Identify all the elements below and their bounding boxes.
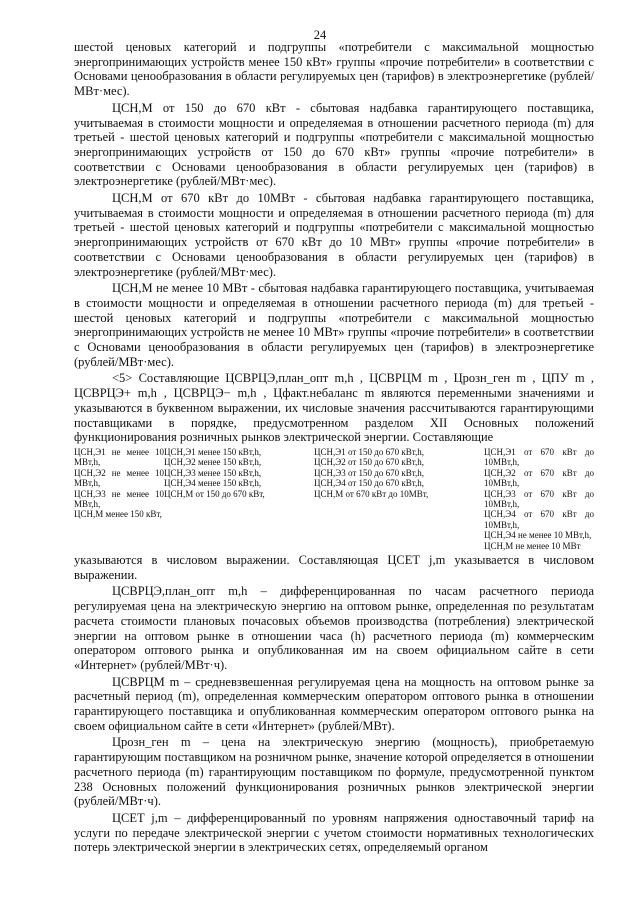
paragraph-svrtse-price: ЦСВРЦЭ,план_опт m,h – дифференцированная по часам расчетного периода регулируемая цена на электрическую энергию на оптовом рынке, определенная по результатам расчета стоимости плановых почасовых объемов производства (потребления) электрической энергии на оптовом рынке в отношении часа (h) расчетного периода (m) коммерческим оператором оптового рынка и опубликованная им на своем официальном сайте в сети «Интернет» (рублей/МВт·ч). [74,584,594,672]
document-body [74,40,594,857]
paragraph-note-5: <5> Составляющие ЦСВРЦЭ,план_опт m,h , ЦСВРЦМ m , Црозн_ген m , ЦПУ m , ЦСВРЦЭ+ m,h , ЦСВРЦЭ− m,h , Цфакт.небаланс m являются переменными значениями и указываются в буквенном выражении, их числовые значения рассчитываются гарантирующими поставщиками в порядке, предусмотренном разделом XII Основных положений функционирования розничных рынков электрической энергии. Составляющие [74,371,594,445]
component-item: ЦСН,М от 670 кВт до 10МВт, [314,488,429,499]
component-item: ЦСН,Э1 от 670 кВт до 10МВт,h, [484,446,594,468]
component-item: ЦСН,Э4 менее 150 кВт,h, [164,478,262,489]
paragraph-markup-10mw: ЦСН,М не менее 10 МВт - сбытовая надбавка гарантирующего поставщика, учитываемая в стоимости мощности и определяемая в отношении расчетного периода (m) для третьей - шестой ценовых категорий и подгруппы «потребители с максимальной мощностью энергопринимающих устройств не менее 10 МВт» группы «прочие потребители» в соответствии с Основами ценообразования в области регулируемых цен (тарифов) в электроэнергетике (рублей/МВт·мес). [74,281,594,369]
component-item: ЦСН,Э2 менее 150 кВт,h, [164,457,262,468]
components-column-3 [314,447,484,551]
component-item: ЦСН,Э1 от 150 до 670 кВт,h, [314,446,424,457]
paragraph-markup-670-10mw: ЦСН,М от 670 кВт до 10МВт - сбытовая надбавка гарантирующего поставщика, учитываемая в стоимости мощности и определяемая в отношении расчетного периода (m) для третьей - шестой ценовых категорий и подгруппы «потребители с максимальной мощностью энергопринимающих устройств от 670 кВт до 10 МВт» группы «прочие потребители» в соответствии с Основами ценообразования в области регулируемых цен (тарифов) в электроэнергетике (рублей/МВт·мес). [74,191,594,279]
component-item: ЦСН,Э1 не менее 10 МВт,h, [74,446,164,468]
component-item: ЦСН,М от 150 до 670 кВт, [164,488,265,499]
components-column-1 [74,447,164,551]
component-item: ЦСН,Э4 от 670 кВт до 10МВт,h, [484,509,594,530]
component-item: ЦСН,Э1 менее 150 кВт,h, [164,446,262,457]
paragraph-network-tariff: ЦСЕТ j,m – дифференцированный по уровням напряжения одноставочный тариф на услуги по передаче электрической энергии с учетом стоимости нормативных технологических потерь электрической энергии в электрических сетях, определяемый органом [74,811,594,855]
paragraph-markup-150-670: ЦСН,М от 150 до 670 кВт - сбытовая надбавка гарантирующего поставщика, учитываемая в стоимости мощности и определяемая в отношении расчетного периода (m) для третьей - шестой ценовых категорий и подгруппы «потребители с максимальной мощностью энергопринимающих устройств от 150 до 670 кВт» группы «прочие потребители» в соответствии с Основами ценообразования в области регулируемых цен (тарифов) в электроэнергетике (рублей/МВт·мес). [74,100,594,189]
component-item: ЦСН,Э3 менее 150 кВт,h, [164,467,262,478]
component-item: ЦСН,Э2 не менее 10 МВт,h, [74,467,164,489]
component-item: ЦСН,Э4 не менее 10 МВт,h, [484,530,592,541]
intro-paragraph: шестой ценовых категорий и подгруппы «потребители с максимальной мощностью энергопринимающих устройств менее 150 кВт» группы «прочие потребители» в соответствии с Основами ценообразования в области регулируемых цен (тарифов) в электроэнергетике (рублей/МВт·мес). [74,40,594,99]
page-number: 24 [313,28,327,42]
paragraph-retail-gen-price: Црозн_ген m – цена на электрическую энергию (мощность), приобретаемую гарантирующим поставщиком на розничном рынке, значение которой определяется в отношении расчетного периода (m) гарантирующим поставщиком по формуле, предусмотренной пунктом 238 Основных положений функционирования розничных рынков электрической энергии (рублей/МВт·ч). [74,735,594,809]
components-column-4 [484,447,594,551]
component-item: ЦСН,Э4 от 150 до 670 кВт,h, [314,478,424,489]
component-item: ЦСН,М не менее 10 МВт [484,540,581,551]
component-item: ЦСН,М менее 150 кВт, [74,509,162,520]
component-item: ЦСН,Э3 от 670 кВт до 10МВт,h, [484,488,594,510]
components-column-2 [164,447,314,551]
paragraph-numeric-note: указываются в числовом выражении. Составляющая ЦСЕТ j,m указывается в числовом выражении. [74,553,594,582]
component-item: ЦСН,Э3 от 150 до 670 кВт,h, [314,467,424,478]
component-item: ЦСН,Э3 не менее 10 МВт,h, [74,488,164,510]
component-item: ЦСН,Э2 от 150 до 670 кВт,h, [314,457,424,468]
components-list [74,447,594,551]
paragraph-svrtsm-price: ЦСВРЦМ m – средневзвешенная регулируемая цена на мощность на оптовом рынке за расчетный период (m), определенная коммерческим оператором оптового рынка в отношении гарантирующего поставщика и опубликованная коммерческим оператором оптового рынка на своем официальном сайте в сети «Интернет» (рублей/МВт). [74,674,594,733]
component-item: ЦСН,Э2 от 670 кВт до 10МВт,h, [484,467,594,489]
